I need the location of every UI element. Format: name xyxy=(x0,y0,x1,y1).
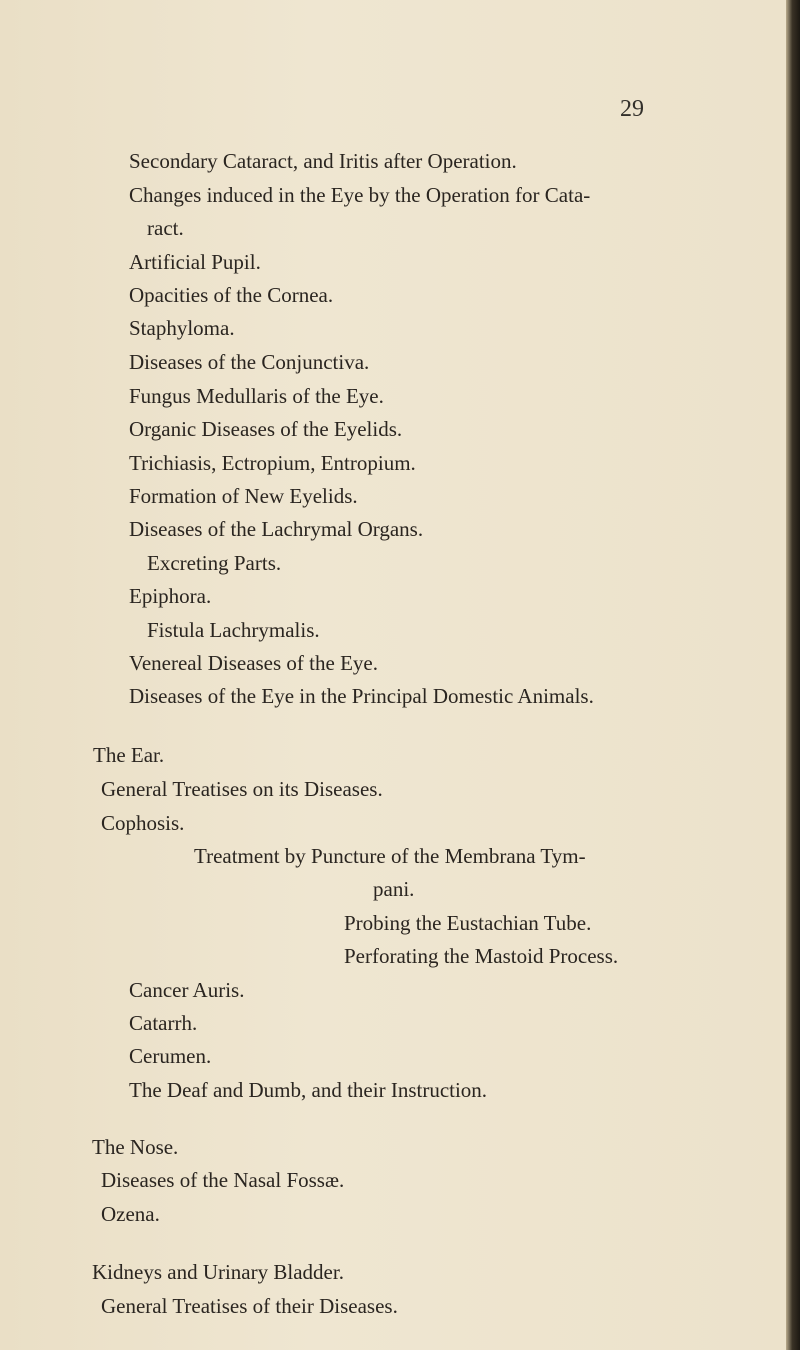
text-line: Trichiasis, Ectropium, Entropium. xyxy=(129,451,416,475)
text-line: Perforating the Mastoid Process. xyxy=(344,944,619,968)
text-line: Organic Diseases of the Eyelids. xyxy=(129,417,403,441)
section-heading: The Nose. xyxy=(92,1135,179,1159)
text-line: Diseases of the Lachrymal Organs. xyxy=(129,517,424,541)
book-spine-edge xyxy=(786,0,800,1350)
text-line: Diseases of the Nasal Fossæ. xyxy=(101,1168,345,1192)
text-line: Cancer Auris. xyxy=(129,978,245,1002)
text-line: Fistula Lachrymalis. xyxy=(147,618,320,642)
page-number: 29 xyxy=(620,96,644,122)
text-line: Treatment by Puncture of the Membrana Tym- xyxy=(194,844,586,868)
text-line: Probing the Eustachian Tube. xyxy=(344,911,592,935)
text-line: Secondary Cataract, and Iritis after Operation. xyxy=(129,149,517,173)
text-line: Changes induced in the Eye by the Operation for Cata- xyxy=(129,183,591,207)
text-line: The Deaf and Dumb, and their Instruction. xyxy=(129,1078,488,1102)
text-line: Cerumen. xyxy=(129,1044,212,1068)
text-line: Staphyloma. xyxy=(129,316,235,340)
text-line: Excreting Parts. xyxy=(147,551,282,575)
section-heading: Kidneys and Urinary Bladder. xyxy=(92,1260,344,1284)
text-line: General Treatises of their Diseases. xyxy=(101,1294,398,1318)
text-line: pani. xyxy=(373,877,415,901)
text-line: Ozena. xyxy=(101,1202,160,1226)
text-line: Opacities of the Cornea. xyxy=(129,283,334,307)
text-line: Diseases of the Eye in the Principal Domestic Animals. xyxy=(129,684,594,708)
text-line: Cophosis. xyxy=(101,811,185,835)
text-line: Diseases of the Conjunctiva. xyxy=(129,350,370,374)
text-line: Formation of New Eyelids. xyxy=(129,484,358,508)
text-line: Fungus Medullaris of the Eye. xyxy=(129,384,384,408)
text-line: Artificial Pupil. xyxy=(129,250,261,274)
section-heading: The Ear. xyxy=(93,743,165,767)
text-line: Catarrh. xyxy=(129,1011,198,1035)
text-line: General Treatises on its Diseases. xyxy=(101,777,383,801)
text-line: Venereal Diseases of the Eye. xyxy=(129,651,378,675)
text-line: Epiphora. xyxy=(129,584,212,608)
text-line: ract. xyxy=(147,216,184,240)
